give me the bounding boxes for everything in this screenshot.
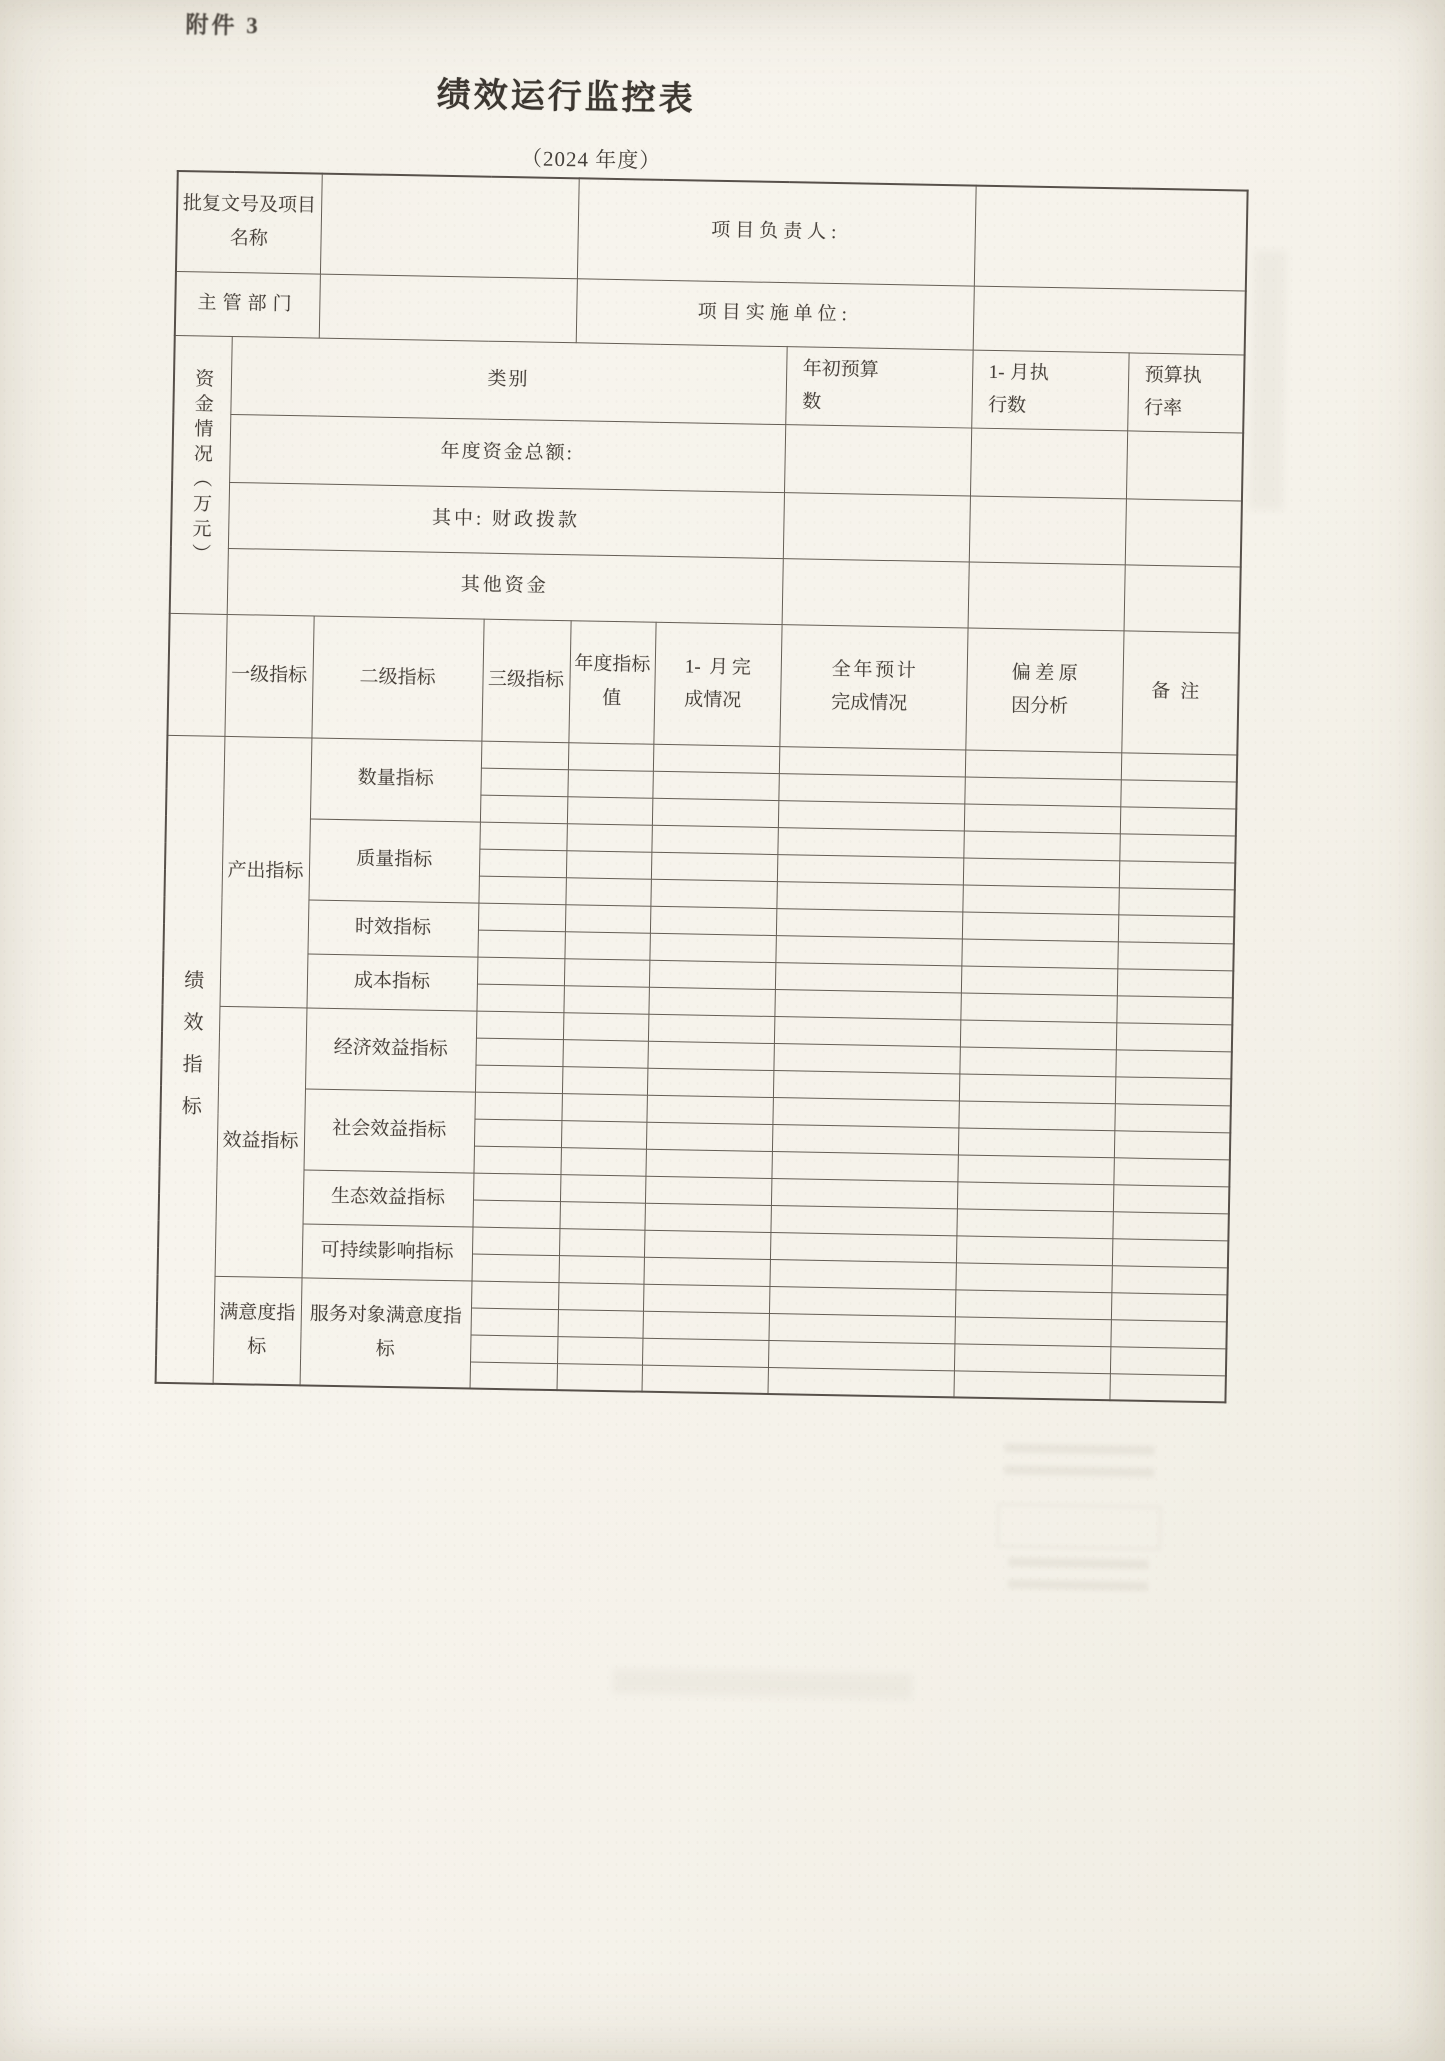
blank-cell — [1112, 1238, 1228, 1267]
blank-cell — [768, 1313, 954, 1343]
blank-cell — [775, 935, 961, 965]
blank-cell — [954, 1343, 1110, 1373]
blank-cell — [651, 852, 777, 881]
blank-cell — [476, 1011, 563, 1040]
blank-cell — [968, 562, 1125, 631]
blank-cell — [643, 1284, 769, 1313]
level2-indicator-cell: 质量指标 — [308, 818, 479, 902]
blank-cell — [1109, 1373, 1225, 1402]
blank-cell — [769, 1286, 955, 1316]
blank-cell — [961, 938, 1117, 968]
blank-cell — [475, 1065, 562, 1094]
blank-cell — [643, 1311, 769, 1340]
level1-indicator-cell: 产出指标 — [220, 736, 312, 1008]
blank-cell — [560, 1201, 645, 1230]
blank-cell — [958, 1100, 1114, 1130]
blank-cell — [648, 987, 774, 1016]
blank-cell — [770, 1232, 956, 1262]
blank-cell — [652, 798, 778, 827]
blank-cell — [651, 825, 777, 854]
level2-indicator-cell: 社会效益指标 — [304, 1088, 475, 1172]
blank-cell — [1119, 860, 1235, 889]
blank-cell — [1114, 1103, 1230, 1132]
bleed-through-artifact — [612, 1668, 912, 1699]
blank-cell — [474, 1092, 561, 1121]
approval-project-label-cell: 批复文号及项目名称 — [176, 171, 322, 274]
blank-cell — [1120, 779, 1236, 808]
blank-cell — [563, 1012, 648, 1041]
blank-cell — [1117, 968, 1233, 997]
blank-cell — [1110, 1319, 1226, 1348]
header-level2-indicator: 二级指标 — [311, 616, 483, 741]
blank-cell — [777, 854, 963, 884]
blank-cell — [779, 746, 965, 776]
bleed-through-artifact — [997, 1503, 1162, 1550]
level2-indicator-cell: 时效指标 — [307, 899, 478, 956]
blank-cell — [772, 1124, 958, 1154]
blank-cell — [1111, 1265, 1227, 1294]
blank-cell — [956, 1235, 1112, 1265]
blank-cell — [959, 1046, 1115, 1076]
blank-cell — [473, 1173, 560, 1202]
approval-row — [176, 171, 1248, 291]
level2-indicator-cell: 成本指标 — [307, 953, 478, 1010]
blank-cell — [1120, 806, 1236, 835]
blank-cell — [480, 768, 567, 797]
blank-cell — [1113, 1157, 1229, 1186]
level1-indicator-cell: 满意度指标 — [213, 1276, 302, 1386]
blank-cell — [565, 904, 650, 933]
initial-budget-header-cell — [785, 346, 972, 427]
level2-indicator-cell: 经济效益指标 — [305, 1007, 476, 1091]
blank-cell — [479, 849, 566, 878]
execution-rate-header-text: 预算执行率 — [1143, 364, 1202, 420]
blank-cell — [470, 1362, 557, 1391]
blank-cell — [957, 1181, 1113, 1211]
bleed-through-artifact — [1249, 250, 1288, 511]
blank-cell — [768, 1367, 954, 1397]
blank-cell — [960, 992, 1116, 1022]
blank-cell — [476, 984, 563, 1013]
blank-cell — [560, 1174, 645, 1203]
approval-project-value-cell — [320, 174, 579, 279]
blank-cell — [773, 1070, 959, 1100]
blank-cell — [647, 1041, 773, 1070]
blank-cell — [963, 857, 1119, 887]
blank-cell — [777, 827, 963, 857]
blank-cell — [784, 424, 971, 495]
blank-cell — [955, 1262, 1111, 1292]
fiscal-allocation-label-cell: 其中: 财政拨款 — [228, 482, 784, 558]
blank-cell — [566, 850, 651, 879]
level2-indicator-cell: 生态效益指标 — [303, 1169, 474, 1226]
blank-cell — [768, 1340, 954, 1370]
blank-cell — [562, 1066, 647, 1095]
blank-cell — [644, 1230, 770, 1259]
blank-cell — [567, 769, 652, 798]
blank-cell — [470, 1335, 557, 1364]
blank-cell — [1115, 1049, 1231, 1078]
blank-cell — [650, 906, 776, 935]
blank-cell — [782, 558, 969, 627]
blank-cell — [1126, 430, 1243, 500]
implementing-unit-label-cell: 项目实施单位: — [576, 278, 974, 349]
blank-cell — [647, 1068, 773, 1097]
blank-cell — [1117, 941, 1233, 970]
blank-cell — [774, 989, 960, 1019]
blank-cell — [958, 1127, 1114, 1157]
blank-cell — [478, 903, 565, 932]
blank-cell — [650, 879, 776, 908]
header-annual-forecast — [779, 624, 967, 749]
blank-cell — [564, 931, 649, 960]
blank-cell — [1124, 564, 1241, 632]
blank-cell — [964, 776, 1120, 806]
blank-cell — [778, 773, 964, 803]
blank-cell — [559, 1255, 644, 1284]
blank-cell — [970, 428, 1127, 499]
indicator-header-row — [167, 613, 1239, 755]
blank-cell — [1115, 1076, 1231, 1105]
period-execution-header-cell — [971, 350, 1128, 431]
blank-cell — [1125, 498, 1242, 566]
funding-section-vertical-label: 资金情况（万元） — [188, 368, 214, 569]
blank-cell — [960, 1019, 1116, 1049]
blank-cell — [649, 960, 775, 989]
blank-cell — [770, 1205, 956, 1235]
form-title: 绩效运行监控表 — [436, 76, 697, 119]
blank-cell — [474, 1119, 561, 1148]
blank-cell — [557, 1363, 642, 1392]
header-deviation-analysis — [965, 628, 1123, 753]
blank-cell — [561, 1120, 646, 1149]
department-value-cell — [319, 274, 577, 343]
blank-cell — [642, 1365, 768, 1394]
blank-cell — [1113, 1184, 1229, 1213]
blank-cell — [778, 800, 964, 830]
blank-cell — [1118, 887, 1234, 916]
header-level3-indicator: 三级指标 — [481, 619, 570, 743]
blank-cell — [474, 1146, 561, 1175]
blank-cell — [783, 492, 970, 561]
blank-cell — [1111, 1292, 1227, 1321]
header-remarks: 备注 — [1121, 630, 1239, 754]
blank-cell — [957, 1154, 1113, 1184]
execution-rate-header-cell — [1127, 352, 1244, 432]
blank-cell — [772, 1097, 958, 1127]
blank-cell — [472, 1254, 559, 1283]
blank-cell — [955, 1289, 1111, 1319]
blank-cell — [1114, 1130, 1230, 1159]
blank-cell — [649, 933, 775, 962]
blank-cell — [646, 1095, 772, 1124]
funding-category-header-cell: 类别 — [230, 336, 786, 424]
blank-cell — [769, 1259, 955, 1289]
blank-cell — [1112, 1211, 1228, 1240]
monitoring-form-table — [155, 170, 1249, 1403]
blank-cell — [646, 1122, 772, 1151]
blank-cell — [1116, 995, 1232, 1024]
blank-cell — [961, 965, 1117, 995]
funding-section-label-cell — [170, 335, 232, 614]
blank-cell — [963, 830, 1119, 860]
blank-cell — [642, 1338, 768, 1367]
level2-indicator-cell: 数量指标 — [310, 738, 481, 822]
blank-cell — [648, 1014, 774, 1043]
blank-cell — [644, 1203, 770, 1232]
blank-cell — [953, 1370, 1109, 1400]
blank-cell — [1118, 914, 1234, 943]
blank-cell — [560, 1147, 645, 1176]
blank-cell — [566, 823, 651, 852]
blank-cell — [475, 1038, 562, 1067]
bleed-through-artifact — [1004, 1443, 1155, 1490]
blank-cell — [776, 881, 962, 911]
header-level1-indicator: 一级指标 — [224, 614, 313, 738]
blank-cell — [965, 749, 1121, 779]
blank-cell — [473, 1200, 560, 1229]
blank-cell — [771, 1151, 957, 1181]
initial-budget-header-text: 年初预算数 — [801, 358, 879, 413]
blank-cell — [478, 876, 565, 905]
blank-cell — [479, 822, 566, 851]
bleed-through-artifact — [1008, 1557, 1149, 1594]
blank-cell — [477, 930, 564, 959]
header-deviation-analysis-text: 偏差原因分析 — [1010, 662, 1078, 718]
blank-cell — [568, 742, 653, 771]
blank-cell — [471, 1308, 558, 1337]
blank-cell — [481, 741, 568, 770]
blank-cell — [645, 1176, 771, 1205]
project-leader-label-cell: 项目负责人: — [577, 178, 976, 285]
blank-cell — [471, 1281, 558, 1310]
indicator-body — [156, 735, 1238, 1402]
blank-cell — [773, 1043, 959, 1073]
blank-cell — [644, 1257, 770, 1286]
blank-cell — [959, 1073, 1115, 1103]
blank-cell — [557, 1336, 642, 1365]
header-annual-target: 年度指标值 — [568, 620, 655, 744]
level1-indicator-cell: 效益指标 — [215, 1006, 307, 1278]
header-period-completion-text: 1- 月完成情况 — [684, 656, 751, 712]
blank-cell — [567, 796, 652, 825]
total-funds-label-cell: 年度资金总额: — [229, 414, 785, 492]
project-leader-value-cell — [974, 186, 1248, 291]
blank-cell — [776, 908, 962, 938]
blank-cell — [559, 1228, 644, 1257]
blank-cell — [775, 962, 961, 992]
blank-cell — [653, 744, 779, 773]
header-period-completion — [653, 622, 781, 746]
header-annual-forecast-text: 全年预计完成情况 — [830, 658, 916, 715]
form-year-subtitle: （2024 年度） — [520, 146, 662, 173]
blank-cell — [472, 1227, 559, 1256]
blank-cell — [563, 985, 648, 1014]
blank-cell — [167, 613, 226, 736]
blank-cell — [480, 795, 567, 824]
blank-cell — [956, 1208, 1112, 1238]
blank-cell — [652, 771, 778, 800]
attachment-label: 附件 3 — [185, 12, 261, 39]
blank-cell — [1121, 752, 1237, 781]
blank-cell — [1116, 1022, 1232, 1051]
blank-cell — [558, 1282, 643, 1311]
blank-cell — [962, 884, 1118, 914]
blank-cell — [561, 1093, 646, 1122]
blank-cell — [1110, 1346, 1226, 1375]
blank-cell — [477, 957, 564, 986]
blank-cell — [962, 911, 1118, 941]
implementing-unit-value-cell — [973, 286, 1246, 355]
performance-section-vertical-label: 绩效指标 — [177, 968, 203, 1138]
other-funds-label-cell: 其他资金 — [227, 548, 783, 624]
department-label-cell: 主管部门 — [175, 271, 320, 338]
blank-cell — [964, 803, 1120, 833]
level2-indicator-cell: 服务对象满意度指标 — [300, 1277, 472, 1388]
blank-cell — [558, 1309, 643, 1338]
blank-cell — [774, 1016, 960, 1046]
period-execution-header-text: 1- 月执行数 — [987, 361, 1049, 417]
blank-cell — [562, 1039, 647, 1068]
blank-cell — [969, 496, 1126, 565]
blank-cell — [771, 1178, 957, 1208]
level2-indicator-cell: 可持续影响指标 — [302, 1223, 473, 1280]
blank-cell — [565, 877, 650, 906]
blank-cell — [1119, 833, 1235, 862]
blank-cell — [564, 958, 649, 987]
blank-cell — [645, 1149, 771, 1178]
blank-cell — [954, 1316, 1110, 1346]
